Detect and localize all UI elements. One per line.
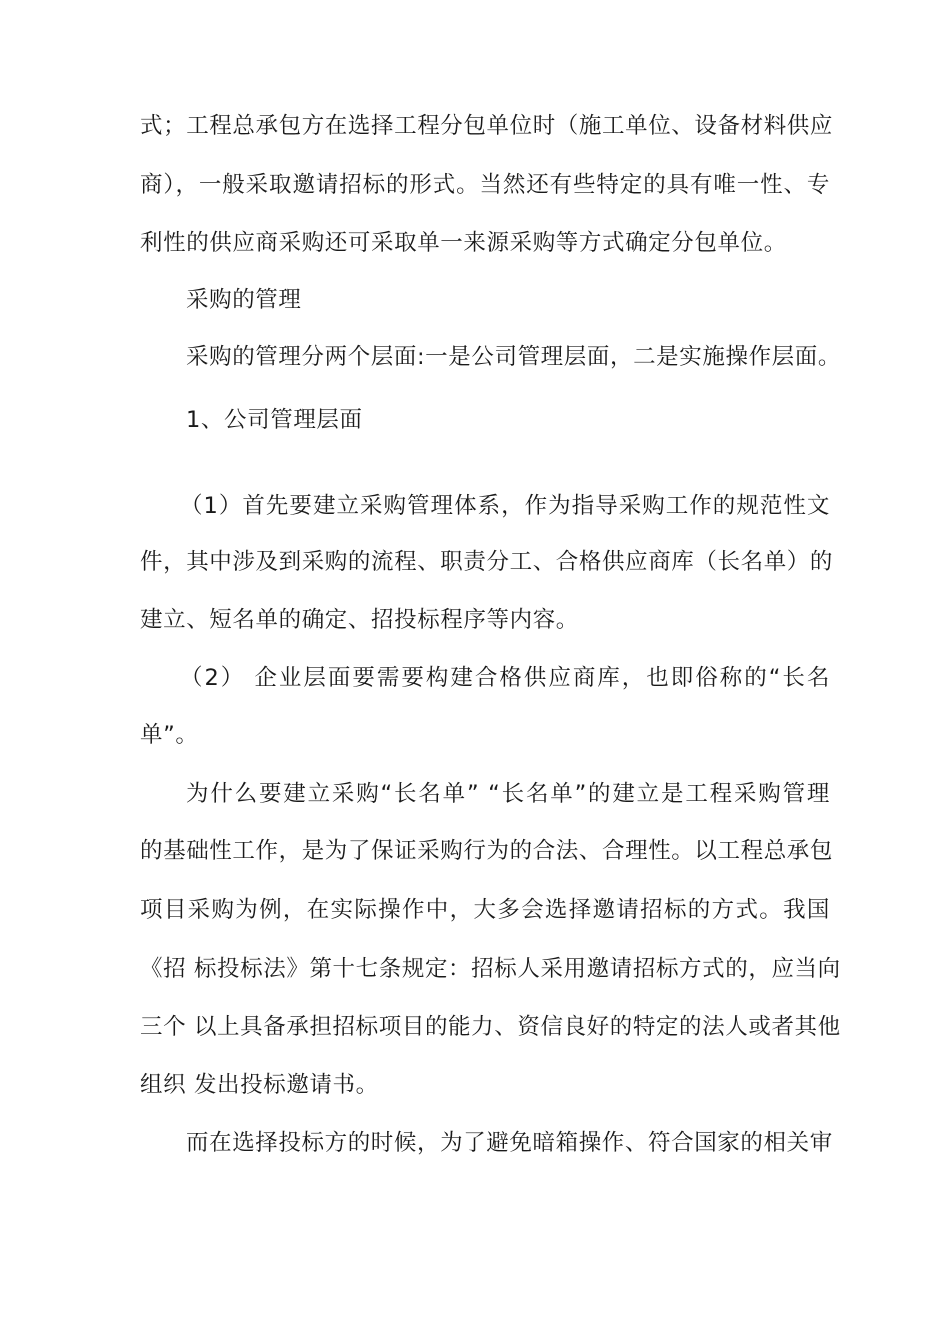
text-line: 组织 发出投标邀请书。	[140, 1072, 379, 1098]
text-line: 三个 以上具备承担招标项目的能力、资信良好的特定的法人或者其他	[140, 1014, 841, 1040]
text-line: 建立、短名单的确定、招投标程序等内容。	[140, 607, 579, 633]
subsection-heading: 1、公司管理层面	[186, 407, 363, 433]
text-line: 式；工程总承包方在选择工程分包单位时（施工单位、设备材料供应	[140, 113, 834, 139]
text-line: 而在选择投标方的时候，为了避免暗箱操作、符合国家的相关审	[186, 1130, 833, 1156]
text-line: 单”。	[140, 722, 199, 748]
text-line: 件，其中涉及到采购的流程、职责分工、合格供应商库（长名单）的	[140, 549, 834, 575]
text-line: 的基础性工作，是为了保证采购行为的合法、合理性。以工程总承包	[140, 838, 834, 864]
text-line: （2） 企业层面要需要构建合格供应商库，也即俗称的“长名	[180, 665, 830, 691]
section-heading: 采购的管理	[186, 287, 302, 313]
text-line: （1）首先要建立采购管理体系，作为指导采购工作的规范性文	[180, 493, 830, 519]
text-line: 利性的供应商采购还可采取单一来源采购等方式确定分包单位。	[140, 230, 787, 256]
text-line: 《招 标投标法》第十七条规定：招标人采用邀请招标方式的，应当向	[140, 956, 841, 982]
text-line: 采购的管理分两个层面:一是公司管理层面，二是实施操作层面。	[186, 344, 841, 370]
text-line: 项目采购为例，在实际操作中，大多会选择邀请招标的方式。我国	[140, 897, 830, 923]
text-line: 商），一般采取邀请招标的形式。当然还有些特定的具有唯一性、专	[140, 172, 830, 198]
text-line: 为什么要建立采购“长名单” “长名单”的建立是工程采购管理	[186, 781, 830, 807]
